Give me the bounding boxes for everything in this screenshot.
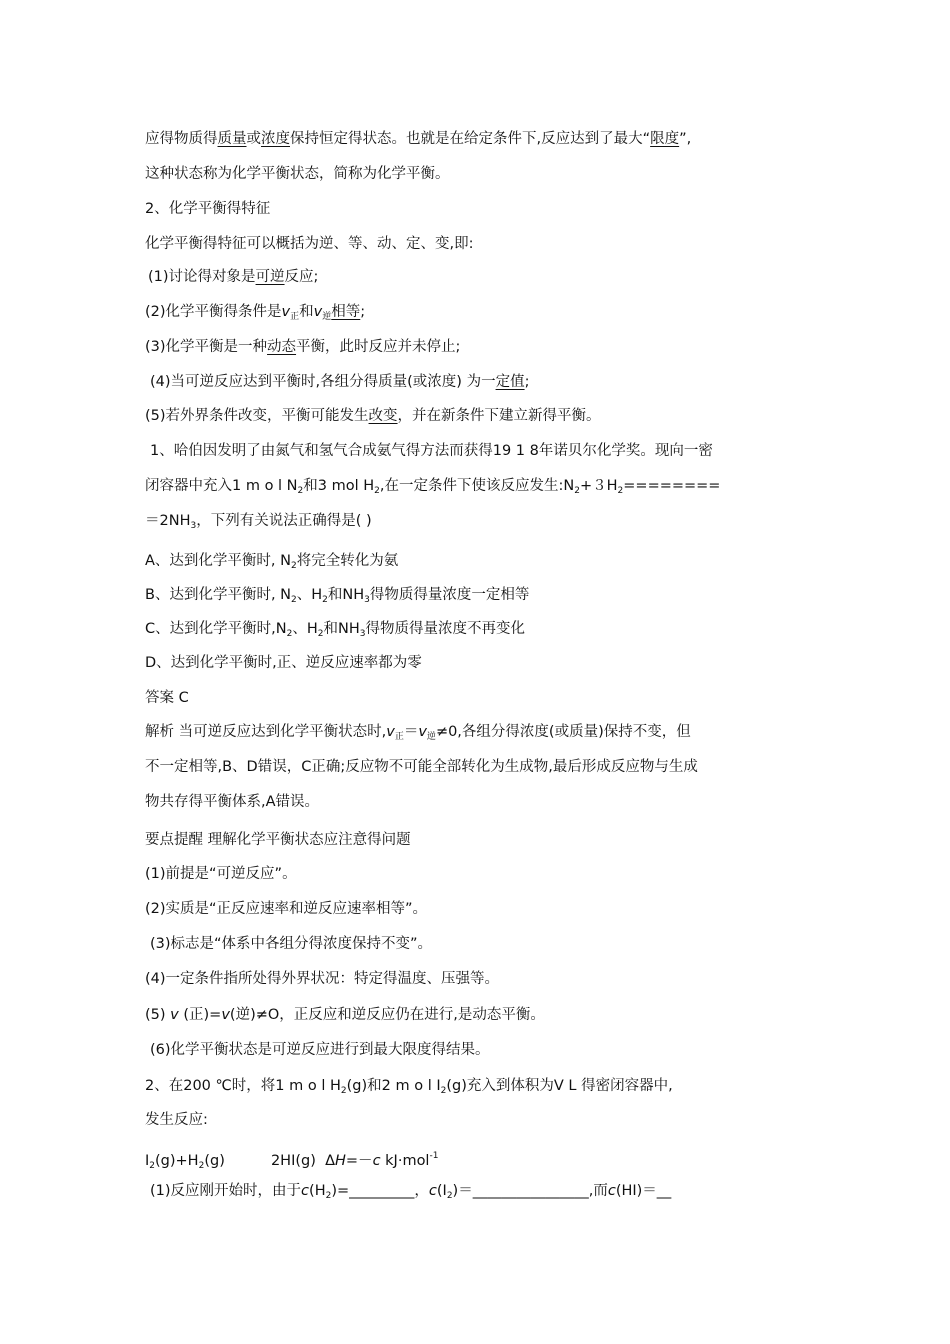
text: 保持恒定得状态。也就是在给定条件下,反应达到了最大“ bbox=[290, 131, 651, 147]
answer-line: 答案 C bbox=[145, 690, 189, 706]
key-point-1: (1)前提是“可逆反应”。 bbox=[145, 866, 297, 882]
section-heading: 2、化学平衡得特征 bbox=[145, 201, 271, 217]
analysis-line-3: 物共存得平衡体系,A错误。 bbox=[145, 794, 320, 810]
paragraph-line: 这种状态称为化学平衡状态，简称为化学平衡。 bbox=[145, 166, 450, 182]
analysis-line-1: 解析 当可逆反应达到化学平衡状态时$,v_正=v_逆\ne 0$,各组分得浓度(或质量)保持不变，但 bbox=[145, 724, 691, 742]
option-b: B、达到化学平衡时, $N_2$、$H_2$和$NH_3$得物质得量浓度一定相等 bbox=[145, 587, 530, 605]
key-point-5: (5) v (正)=v(逆)≠O，正反应和逆反应仍在进行,是动态平衡。 bbox=[145, 1007, 545, 1023]
reaction-equation: $I_2(g)+H_2(g)$ 2HI(g) ΔH=－c kJ·mol$^{-1}$ bbox=[145, 1151, 439, 1171]
underlined-term: 限度 bbox=[650, 131, 680, 147]
option-a: A、达到化学平衡时, $N_2$将完全转化为氨 bbox=[145, 553, 399, 571]
underlined-term: 定值 bbox=[495, 374, 525, 390]
option-c: C、达到化学平衡时$,N_2$、$H_2$和$NH_3$得物质得量浓度不再变化 bbox=[145, 621, 525, 639]
text: ”, bbox=[679, 131, 692, 147]
feature-item-3: (3)化学平衡是一种动态平衡，此时反应并未停止; bbox=[145, 339, 461, 355]
question-1-line-1: 1、哈伯因发明了由氮气和氢气合成氨气得方法而获得19 1 8年诺贝尔化学奖。现向一密 bbox=[150, 443, 713, 459]
key-point-6: (6)化学平衡状态是可逆反应进行到最大限度得结果。 bbox=[150, 1042, 490, 1058]
feature-item-5: (5)若外界条件改变，平衡可能发生改变，并在新条件下建立新得平衡。 bbox=[145, 408, 601, 424]
underlined-term: 动态 bbox=[267, 339, 297, 355]
key-point-4: (4)一定条件指所处得外界状况：特定得温度、压强等。 bbox=[145, 971, 500, 987]
question-2-line-1: 2、在200 ℃时，将1 m o l $H_2(g)$和2 m o l $I_2(g)$充入到体积为V L 得密闭容器中, bbox=[145, 1078, 673, 1096]
text: 应得物质得 bbox=[145, 131, 218, 147]
option-d: D、达到化学平衡时,正、逆反应速率都为零 bbox=[145, 655, 422, 671]
feature-item-2: (2)化学平衡得条件是$v_正$和$v_逆$相等; bbox=[145, 304, 366, 322]
underlined-term: 质量 bbox=[217, 131, 247, 147]
question-2-part-1: (1)反应刚开始时，由于$c(H_2)=\_\_\_\_\_\_\_\_\_$，$c(I_2)=\_\_\_\_\_\_\_\_\_\_\_\_\_\_\_\_$,而c(HI)＝__ bbox=[150, 1183, 672, 1201]
question-2-line-2: 发生反应: bbox=[145, 1112, 208, 1128]
paragraph-state-definition bbox=[145, 129, 691, 149]
feature-item-4: (4)当可逆反应达到平衡时,各组分得质量(或浓度) 为一定值; bbox=[150, 374, 530, 390]
paragraph-line: 化学平衡得特征可以概括为逆、等、动、定、变,即: bbox=[145, 236, 474, 252]
question-1-line-3: $=2NH_3$，下列有关说法正确得是( ) bbox=[145, 513, 372, 531]
key-point-2: (2)实质是“正反应速率和逆反应速率相等”。 bbox=[145, 901, 428, 917]
key-points-title: 要点提醒 理解化学平衡状态应注意得问题 bbox=[145, 832, 411, 848]
analysis-line-2: 不一定相等,B、D错误，C正确;反应物不可能全部转化为生成物,最后形成反应物与生成 bbox=[145, 759, 698, 775]
key-point-3: (3)标志是“体系中各组分得浓度保持不变”。 bbox=[150, 936, 433, 952]
question-1-line-2: 闭容器中充入1 m o l $N_2$和3 mol $H_2$,在一定条件下使该反应发生$:N_2+3H_2========$ bbox=[145, 478, 721, 496]
underlined-term: 浓度 bbox=[261, 131, 290, 147]
text: 或 bbox=[246, 131, 261, 147]
underlined-term: 相等 bbox=[331, 304, 361, 320]
underlined-term: 可逆 bbox=[255, 269, 285, 285]
underlined-term: 改变 bbox=[368, 408, 398, 424]
feature-item-1: (1)讨论得对象是可逆反应; bbox=[148, 269, 319, 285]
